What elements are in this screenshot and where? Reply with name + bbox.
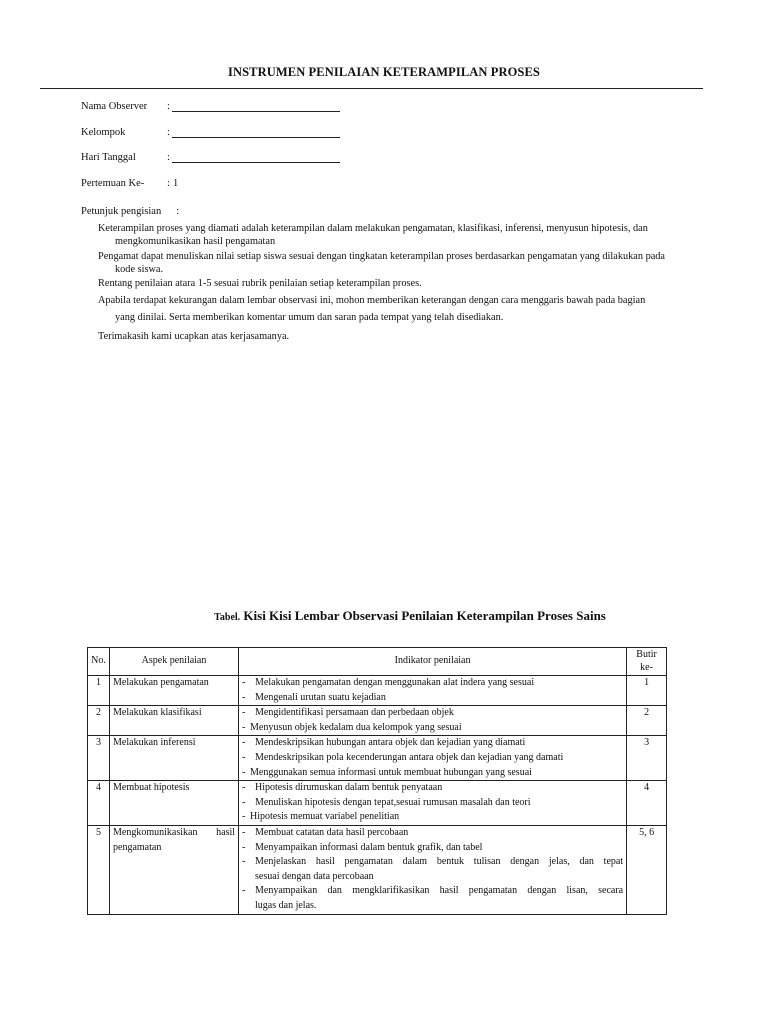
table-header-row: [88, 648, 667, 676]
table-caption-prefix: Tabel.: [214, 612, 241, 623]
table-caption-text: Kisi Kisi Lembar Observasi Penilaian Keterampilan Proses Sains: [243, 608, 606, 623]
field-blank-line[interactable]: [172, 111, 340, 112]
row-no: 5: [88, 825, 110, 914]
row-butir: 5, 6: [627, 825, 667, 914]
field-label: Nama Observer: [81, 101, 148, 112]
indikator-item: - Melakukan pengamatan dengan menggunakan alat indera yang sesuai: [242, 676, 623, 691]
row-indikator: [239, 676, 627, 706]
instruction-paragraph-5: [98, 331, 704, 344]
field-value: 1: [173, 178, 179, 189]
field-colon: :: [167, 101, 170, 112]
instruction-line: Terimakasih kami ucapkan atas kerjasamanya.: [98, 331, 290, 342]
row-indikator: [239, 706, 627, 736]
header-butir-line2: ke-: [640, 661, 653, 673]
field-blank-line[interactable]: [172, 137, 340, 138]
instruction-line: yang dinilai. Serta memberikan komentar umum dan saran pada tempat yang telah disediakan.: [115, 311, 504, 323]
instruction-line: Apabila terdapat kekurangan dalam lembar observasi ini, mohon memberikan keterangan dengan cara menggaris bawah pada bagian: [98, 295, 646, 306]
row-aspek: Melakukan pengamatan: [110, 676, 239, 706]
indikator-item: - Menggunakan semua informasi untuk membuat hubungan yang sesuai: [242, 766, 623, 781]
indikator-item: - Menjelaskan hasil pengamatan dalam bentuk tulisan dengan jelas, dan tepat: [242, 855, 623, 870]
indikator-item-continuation: lugas dan jelas.: [255, 899, 317, 911]
indikator-item: - Mengenali urutan suatu kejadian: [242, 691, 623, 706]
row-indikator: [239, 825, 627, 914]
indikator-item: - Menyampaikan dan mengklarifikasikan hasil pengamatan dengan lisan, secara: [242, 884, 623, 899]
title-divider: [40, 88, 700, 89]
row-no: 4: [88, 781, 110, 826]
table-row: [88, 676, 667, 706]
indikator-item: - Menuliskan hipotesis dengan tepat,sesuai rumusan masalah dan teori: [242, 796, 623, 811]
indikator-item: - Mendeskripsikan pola kecenderungan antara objek dan kejadian yang damati: [242, 751, 623, 766]
row-aspek-line: Mengkomunikasikan hasil: [113, 826, 236, 838]
instruction-paragraph-2: [98, 251, 704, 276]
row-butir: 1: [627, 676, 667, 706]
instruction-paragraph-3: [98, 278, 704, 291]
row-no: 3: [88, 736, 110, 781]
row-aspek: [110, 825, 239, 914]
row-no: 2: [88, 706, 110, 736]
row-aspek: Melakukan inferensi: [110, 736, 239, 781]
field-colon: :: [167, 152, 170, 163]
field-blank-line[interactable]: [172, 162, 340, 163]
table-row: [88, 825, 667, 914]
row-indikator: [239, 781, 627, 826]
indikator-item: - Menyampaikan informasi dalam bentuk grafik, dan tabel: [242, 841, 623, 856]
row-butir: 3: [627, 736, 667, 781]
instructions-heading: [81, 206, 179, 217]
header-aspek: Aspek penilaian: [110, 648, 239, 676]
instruction-line: Pengamat dapat menuliskan nilai setiap siswa sesuai dengan tingkatan keterampilan proses berdasarkan pengamatan yang dilakukan pada: [98, 251, 666, 262]
row-aspek: Melakukan klasifikasi: [110, 706, 239, 736]
table-row: [88, 781, 667, 826]
instruction-line: kode siswa.: [115, 263, 164, 275]
row-no: 1: [88, 676, 110, 706]
table-caption: [0, 608, 768, 624]
header-indikator: Indikator penilaian: [239, 648, 627, 676]
table-row: [88, 706, 667, 736]
instruction-line: Rentang penilaian atara 1-5 sesuai rubrik penilaian setiap keterampilan proses.: [98, 278, 422, 289]
indikator-item: - Membuat catatan data hasil percobaan: [242, 826, 623, 841]
row-butir: 4: [627, 781, 667, 826]
instructions-colon: :: [176, 206, 180, 217]
page-title: INSTRUMEN PENILAIAN KETERAMPILAN PROSES: [228, 65, 540, 79]
header-no: No.: [88, 648, 110, 676]
instructions-heading-text: Petunjuk pengisian: [81, 206, 162, 217]
header-butir-line1: Butir: [636, 649, 657, 660]
indikator-item: - Menyusun objek kedalam dua kelompok yang sesuai: [242, 721, 623, 736]
row-butir: 2: [627, 706, 667, 736]
field-label: Kelompok: [81, 127, 126, 138]
instruction-line: Keterampilan proses yang diamati adalah keterampilan dalam melakukan pengamatan, klasifikasi, inferensi, menyusun hipotesis, dan: [98, 223, 648, 234]
header-butir: [627, 648, 667, 676]
title-divider-tail: [690, 88, 703, 90]
row-aspek-line: pengamatan: [113, 841, 162, 853]
field-colon: :: [167, 127, 170, 138]
kisi-kisi-table: [87, 647, 667, 915]
table-row: [88, 736, 667, 781]
field-colon: :: [167, 178, 170, 189]
instruction-paragraph-4: [98, 295, 704, 324]
indikator-item: - Hipotesis dirumuskan dalam bentuk penyataan: [242, 781, 623, 796]
instruction-paragraph-1: [98, 223, 704, 248]
indikator-item: - Mengidentifikasi persamaan dan perbedaan objek: [242, 706, 623, 721]
row-indikator: [239, 736, 627, 781]
field-label: Pertemuan Ke-: [81, 178, 145, 189]
indikator-item: - Hipotesis memuat variabel penelitian: [242, 810, 623, 825]
indikator-item-continuation: sesuai dengan data percobaan: [255, 870, 374, 882]
instruction-line: mengkomunikasikan hasil pengamatan: [115, 235, 276, 247]
indikator-item: - Mendeskripsikan hubungan antara objek dan kejadian yang diamati: [242, 736, 623, 751]
row-aspek: Membuat hipotesis: [110, 781, 239, 826]
field-label: Hari Tanggal: [81, 152, 136, 163]
